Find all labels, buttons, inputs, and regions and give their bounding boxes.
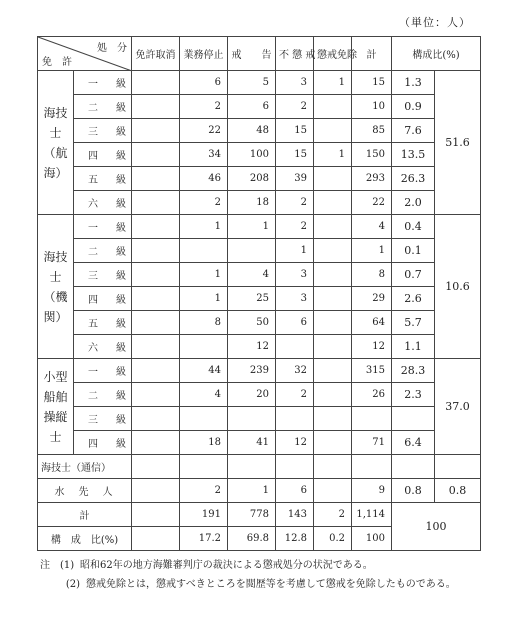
note-item: (2) 懲戒免除とは，懲戒すべきところを閲歴等を考慮して懲戒を免除したものである。	[65, 579, 456, 590]
value-cell	[314, 335, 352, 359]
value-cell: 50	[228, 311, 276, 335]
value-cell: 4	[180, 383, 228, 407]
license-group-label: 海技士（機関）	[38, 215, 74, 359]
grade-label: 六級	[74, 191, 132, 215]
value-cell	[276, 335, 314, 359]
license-group-label: 海技士（航海）	[38, 71, 74, 215]
grade-label: 一級	[74, 359, 132, 383]
value-cell: 34	[180, 143, 228, 167]
value-cell: 4	[352, 215, 392, 239]
value-cell: 2	[180, 95, 228, 119]
percent-cell	[392, 407, 435, 431]
value-cell	[314, 407, 352, 431]
table-row	[38, 431, 481, 455]
percent-cell	[392, 455, 435, 479]
row-label: 計	[38, 503, 132, 527]
row-label: 海技士（通信）	[38, 455, 132, 479]
col-header: 業務停止	[180, 37, 228, 71]
grade-label: 三級	[74, 119, 132, 143]
value-cell: 25	[228, 287, 276, 311]
row-label: 水 先 人	[38, 479, 132, 503]
value-cell: 2	[276, 383, 314, 407]
percent-cell: 1.3	[392, 71, 435, 95]
value-cell	[228, 407, 276, 431]
value-cell	[314, 479, 352, 503]
group-subtotal-percent: 37.0	[435, 359, 481, 455]
value-cell: 12.8	[276, 527, 314, 551]
disciplinary-table	[37, 36, 481, 551]
grade-label: 一級	[74, 215, 132, 239]
value-cell: 293	[352, 167, 392, 191]
value-cell	[180, 455, 228, 479]
grade-label: 五級	[74, 311, 132, 335]
table-row	[38, 215, 481, 239]
value-cell: 100	[228, 143, 276, 167]
value-cell: 315	[352, 359, 392, 383]
value-cell	[276, 455, 314, 479]
value-cell: 15	[276, 143, 314, 167]
percent-cell: 0.4	[392, 215, 435, 239]
value-cell: 3	[276, 287, 314, 311]
percent-cell: 28.3	[392, 359, 435, 383]
percent-cell: 7.6	[392, 119, 435, 143]
col-header: 計	[352, 37, 392, 71]
group-subtotal-percent: 0.8	[435, 479, 481, 503]
value-cell: 69.8	[228, 527, 276, 551]
value-cell: 32	[276, 359, 314, 383]
grade-label: 一級	[74, 71, 132, 95]
value-cell	[314, 383, 352, 407]
col-header: 免許取消	[132, 37, 180, 71]
value-cell	[132, 527, 180, 551]
value-cell: 9	[352, 479, 392, 503]
percent-cell: 2.0	[392, 191, 435, 215]
value-cell	[314, 191, 352, 215]
table-row	[38, 455, 481, 479]
table-row	[38, 479, 481, 503]
value-cell: 2	[180, 191, 228, 215]
table-row	[38, 263, 481, 287]
value-cell: 18	[228, 191, 276, 215]
value-cell: 778	[228, 503, 276, 527]
value-cell: 1	[352, 239, 392, 263]
total-row	[38, 503, 481, 527]
col-header: 戒 告	[228, 37, 276, 71]
grade-label: 二級	[74, 239, 132, 263]
percent-cell: 0.9	[392, 95, 435, 119]
value-cell: 44	[180, 359, 228, 383]
grade-label: 六級	[74, 335, 132, 359]
grade-label: 四級	[74, 143, 132, 167]
grade-label: 二級	[74, 95, 132, 119]
table-row	[38, 383, 481, 407]
note-item: 注 (1) 昭和62年の地方海難審判庁の裁決による懲戒処分の状況である。	[40, 560, 373, 571]
unit-label: （単位：人）	[399, 16, 471, 29]
value-cell: 22	[352, 191, 392, 215]
value-cell: 71	[352, 431, 392, 455]
value-cell	[180, 407, 228, 431]
grade-label: 三級	[74, 407, 132, 431]
value-cell	[314, 455, 352, 479]
corner-bottom-label: 免 許	[42, 57, 72, 68]
value-cell	[314, 215, 352, 239]
value-cell: 12	[352, 335, 392, 359]
value-cell	[314, 95, 352, 119]
value-cell	[314, 119, 352, 143]
value-cell: 64	[352, 311, 392, 335]
grade-label: 四級	[74, 431, 132, 455]
value-cell: 1	[180, 263, 228, 287]
group-subtotal-percent	[435, 455, 481, 479]
percent-cell: 13.5	[392, 143, 435, 167]
value-cell: 3	[276, 263, 314, 287]
value-cell: 15	[352, 71, 392, 95]
col-header: 構成比(%)	[392, 37, 481, 71]
table-row	[38, 287, 481, 311]
value-cell: 2	[276, 191, 314, 215]
table-row	[38, 359, 481, 383]
value-cell: 5	[228, 71, 276, 95]
value-cell: 3	[276, 71, 314, 95]
value-cell: 1	[314, 71, 352, 95]
value-cell: 2	[180, 479, 228, 503]
value-cell: 1	[180, 287, 228, 311]
value-cell: 1	[180, 215, 228, 239]
value-cell: 6	[276, 479, 314, 503]
value-cell: 10	[352, 95, 392, 119]
value-cell: 0.2	[314, 527, 352, 551]
value-cell	[132, 455, 180, 479]
table-row	[38, 239, 481, 263]
value-cell: 4	[228, 263, 276, 287]
table-row	[38, 95, 481, 119]
value-cell	[314, 239, 352, 263]
value-cell: 239	[228, 359, 276, 383]
value-cell	[314, 431, 352, 455]
value-cell: 29	[352, 287, 392, 311]
value-cell: 1	[228, 479, 276, 503]
group-subtotal-percent: 51.6	[435, 71, 481, 215]
table-row	[38, 119, 481, 143]
value-cell: 6	[276, 311, 314, 335]
total-percent: 100	[392, 503, 481, 551]
value-cell: 2	[314, 503, 352, 527]
grade-label: 三級	[74, 263, 132, 287]
value-cell	[180, 335, 228, 359]
percent-cell: 5.7	[392, 311, 435, 335]
value-cell: 208	[228, 167, 276, 191]
value-cell: 2	[276, 215, 314, 239]
grade-label: 四級	[74, 287, 132, 311]
value-cell: 22	[180, 119, 228, 143]
percent-cell: 2.6	[392, 287, 435, 311]
value-cell	[352, 407, 392, 431]
table-row	[38, 311, 481, 335]
table-row	[38, 71, 481, 95]
value-cell: 26	[352, 383, 392, 407]
table-row	[38, 143, 481, 167]
value-cell	[314, 311, 352, 335]
value-cell: 8	[352, 263, 392, 287]
percent-cell: 2.3	[392, 383, 435, 407]
notes	[40, 556, 490, 594]
group-subtotal-percent: 10.6	[435, 215, 481, 359]
value-cell	[352, 455, 392, 479]
value-cell	[228, 239, 276, 263]
value-cell: 46	[180, 167, 228, 191]
value-cell: 20	[228, 383, 276, 407]
col-header: 不 懲 戒	[276, 37, 314, 71]
table-row	[38, 407, 481, 431]
value-cell	[314, 167, 352, 191]
value-cell: 12	[276, 431, 314, 455]
percent-cell: 1.1	[392, 335, 435, 359]
value-cell: 100	[352, 527, 392, 551]
value-cell: 150	[352, 143, 392, 167]
table-row	[38, 335, 481, 359]
value-cell: 39	[276, 167, 314, 191]
col-header: 懲戒免除	[314, 37, 352, 71]
percent-cell: 0.7	[392, 263, 435, 287]
value-cell: 17.2	[180, 527, 228, 551]
percent-cell: 0.8	[392, 479, 435, 503]
value-cell	[314, 263, 352, 287]
value-cell: 41	[228, 431, 276, 455]
value-cell	[276, 407, 314, 431]
grade-label: 二級	[74, 383, 132, 407]
value-cell: 18	[180, 431, 228, 455]
percent-cell: 6.4	[392, 431, 435, 455]
value-cell: 143	[276, 503, 314, 527]
value-cell: 1	[276, 239, 314, 263]
value-cell: 2	[276, 95, 314, 119]
corner-top-label: 処 分	[97, 43, 127, 54]
value-cell: 6	[228, 95, 276, 119]
row-label: 構 成 比(%)	[38, 527, 132, 551]
value-cell: 48	[228, 119, 276, 143]
value-cell: 1	[314, 143, 352, 167]
value-cell	[228, 455, 276, 479]
value-cell: 1,114	[352, 503, 392, 527]
value-cell: 12	[228, 335, 276, 359]
value-cell	[132, 479, 180, 503]
value-cell: 8	[180, 311, 228, 335]
percent-cell: 26.3	[392, 167, 435, 191]
value-cell	[314, 287, 352, 311]
license-group-label: 小型船舶操縦士	[38, 359, 74, 455]
value-cell: 1	[228, 215, 276, 239]
corner-header	[38, 37, 132, 71]
value-cell: 6	[180, 71, 228, 95]
value-cell: 191	[180, 503, 228, 527]
value-cell	[132, 503, 180, 527]
table-row	[38, 191, 481, 215]
table-row	[38, 167, 481, 191]
value-cell	[314, 359, 352, 383]
value-cell: 15	[276, 119, 314, 143]
value-cell: 85	[352, 119, 392, 143]
grade-label: 五級	[74, 167, 132, 191]
percent-cell: 0.1	[392, 239, 435, 263]
value-cell	[180, 239, 228, 263]
